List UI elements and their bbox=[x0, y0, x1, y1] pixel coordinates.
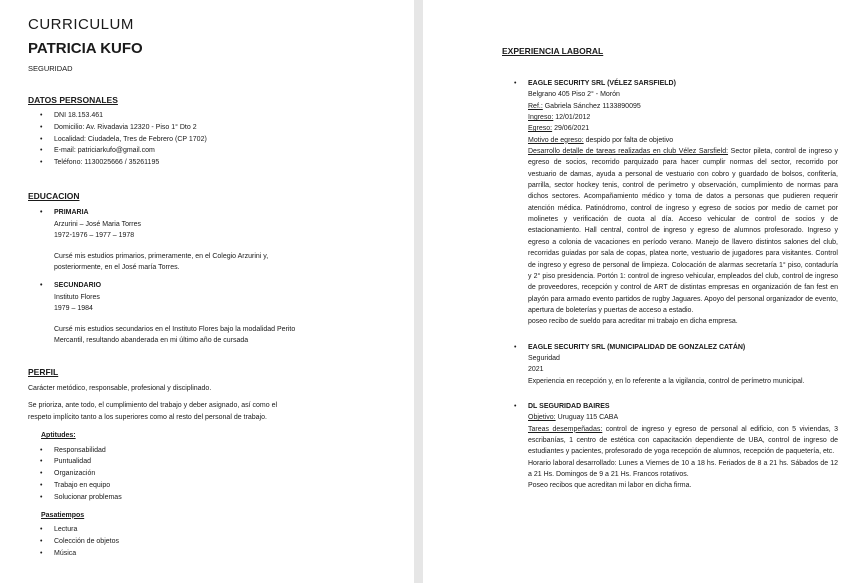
pasatiempo-item: • Música bbox=[28, 548, 394, 560]
datos-domicilio: • Domicilio: Av. Rivadavia 12320 - Piso 1° Dto 2 bbox=[28, 122, 394, 134]
job3-tareas-text: control de ingreso y egreso de personal al edificio, con 5 viviendas, 3 escribanías, 1 centro de estética con capacitación dependiente de UBA, control de ingreso de estudiantes y pacientes, profesorado de yoga recepción de alumnos, recepción de paquetería, etc. bbox=[528, 425, 838, 456]
candidate-role: SEGURIDAD bbox=[28, 64, 73, 73]
aptitud-item: • Solucionar problemas bbox=[28, 492, 394, 504]
perfil-line2 bbox=[28, 400, 394, 423]
aptitud-item: • Puntualidad bbox=[28, 456, 394, 468]
job1-desarrollo bbox=[528, 146, 838, 316]
job1-title: • EAGLE SECURITY SRL (VÉLEZ SARSFIELD) bbox=[528, 80, 676, 87]
job3-tareas bbox=[528, 424, 838, 458]
datos-email: • E-mail: patriciarkufo@gmail.com bbox=[28, 145, 394, 157]
secundario-desc bbox=[28, 324, 394, 347]
job3-tareas-label: Tareas desempeñadas: bbox=[528, 425, 603, 433]
job-eagle-velez bbox=[502, 78, 838, 328]
job3-objetivo bbox=[528, 412, 838, 423]
job1-ingreso-label: Ingreso: bbox=[528, 114, 554, 122]
job1-ref-label: Ref.: bbox=[528, 102, 543, 110]
datos-dni: • DNI 18.153.461 bbox=[28, 110, 394, 122]
primaria-desc-line2: posteriormente, en el José maría Torres. bbox=[54, 264, 180, 272]
primaria-school: Arzurini – José Maria Torres bbox=[54, 220, 142, 228]
job1-ingreso bbox=[528, 112, 838, 123]
page-left bbox=[0, 0, 414, 583]
secundario-list bbox=[28, 280, 394, 292]
document-title: CURRICULUM bbox=[28, 16, 134, 33]
section-experiencia-laboral: EXPERIENCIA LABORAL bbox=[502, 46, 604, 56]
perfil-line1: Carácter metódico, responsable, profesional y disciplinado. bbox=[28, 384, 212, 392]
job1-egreso-label: Egreso: bbox=[528, 125, 553, 133]
job3-horario: Horario laboral desarrollado: Lunes a Viernes de 10 a 18 hs. Feriados de 8 a 21 hs. Sábados de 12 a 21 Hs. Domingos de 9 a 21 Hs. Francos rotativos. bbox=[528, 459, 838, 478]
primaria-desc-line1: Cursé mis estudios primarios, primeramente, en el Colegio Arzurini y, bbox=[54, 252, 269, 260]
job1-ingreso-value: 12/01/2012 bbox=[553, 114, 591, 122]
perfil-line2a: Se prioriza, ante todo, el cumplimiento del trabajo y deber asignado, así como el bbox=[28, 402, 278, 410]
perfil-line2b: respeto implícito tanto a los superiores como al resto del personal de trabajo. bbox=[28, 413, 267, 421]
aptitudes-heading: Aptitudes: bbox=[41, 432, 76, 440]
job-dl-seguridad bbox=[502, 401, 838, 492]
aptitud-item: • Responsabilidad bbox=[28, 445, 394, 457]
job3-objetivo-value: Uruguay 115 CABA bbox=[555, 414, 619, 422]
job1-motivo-label: Motivo de egreso: bbox=[528, 136, 584, 144]
job2-area: Seguridad bbox=[528, 354, 560, 362]
pasatiempos-list bbox=[28, 524, 394, 559]
job1-desarrollo-text: Sector pileta, control de ingreso y egreso de socios, recorrido parquizado para hacer cumplir normas del sector, recorrido por vestuario de damas, ayuda a personal de vestuario con cobro y guardado de bolsos, confitería, parrilla, sector hockey tenis, control de perímetro y observación, cumplimiento de normas para dichos sectores. Acompañamiento médico y toma de datos a personas que pudieren requerir atención médica. Patinódromo, control de ingreso y egreso de socios por medio de carnet por molinetes y verificación de cuota al día. Acceso vehicular de control de socios y de estacionamiento. Hall central, control de ingreso y egreso de alumnos profesorado. Ingreso y egreso a colonia de vacaciones en período verano. Manejo de llavero distintos salones del club, recorridas guiadas por sala de copas, platea norte, vestuario de jugadores para visitantes. Control de ingreso y egreso de personal de limpieza. Colocación de alarmas secretaría 1° piso, contaduría y 2° piso presidencia. Portón 1: control de ingreso vehicular, empleados del club, control de ingreso de proveedores, recepción y control de ART de distintas empresas en organización de fan fest en playón para armado evento partidos de rugby Jaguares. Apoyo del personal organizador de evento, apertura de boleterías y puertas de acceso a estadio. bbox=[528, 148, 838, 314]
job1-egreso bbox=[528, 123, 838, 134]
aptitudes-list bbox=[28, 445, 394, 504]
job-eagle-gonzalez-catan bbox=[502, 342, 838, 387]
pasatiempo-item: • Colección de objetos bbox=[28, 536, 394, 548]
pasatiempo-item: • Lectura bbox=[28, 524, 394, 536]
pasatiempos-heading: Pasatiempos bbox=[41, 511, 85, 519]
secundario-label: • SECUNDARIO bbox=[28, 280, 394, 292]
secundario-desc-line1: Cursé mis estudios secundarios en el Instituto Flores bajo la modalidad Perito bbox=[54, 325, 296, 333]
job3-poseo: Poseo recibos que acreditan mi labor en dicha firma. bbox=[528, 482, 692, 490]
page-right bbox=[423, 0, 862, 583]
primaria-label: • PRIMARIA bbox=[28, 207, 394, 219]
job1-motivo-value: despido por falta de objetivo bbox=[583, 136, 674, 144]
educacion-list bbox=[28, 207, 394, 219]
secundario-school: Instituto Flores bbox=[54, 293, 100, 301]
job3-objetivo-label: Objetivo: bbox=[528, 414, 556, 422]
candidate-name: PATRICIA KUFO bbox=[28, 40, 143, 57]
primaria-desc bbox=[28, 251, 394, 274]
job2-title: • EAGLE SECURITY SRL (MUNICIPALIDAD DE GONZALEZ CATÁN) bbox=[528, 343, 746, 351]
section-educacion: EDUCACION bbox=[28, 190, 80, 201]
datos-list bbox=[28, 110, 394, 169]
secundario-desc-line2: Mercantil, resultando abanderada en mi último año de cursada bbox=[54, 337, 249, 345]
datos-localidad: • Localidad: Ciudadela, Tres de Febrero (CP 1702) bbox=[28, 134, 394, 146]
job3-title: • DL SEGURIDAD BAIRES bbox=[528, 402, 610, 410]
job2-year: 2021 bbox=[528, 366, 544, 374]
job1-ref bbox=[528, 101, 838, 112]
aptitud-item: • Organización bbox=[28, 468, 394, 480]
aptitud-item: • Trabajo en equipo bbox=[28, 480, 394, 492]
job1-address: Belgrano 405 Piso 2° - Morón bbox=[528, 91, 620, 99]
section-perfil: PERFIL bbox=[28, 366, 59, 377]
datos-telefono: • Teléfono: 1130025666 / 35261195 bbox=[28, 157, 394, 169]
section-datos-personales: DATOS PERSONALES bbox=[28, 95, 118, 105]
job2-desc: Experiencia en recepción y, en lo referente a la vigilancia, control de perímetro municipal. bbox=[528, 377, 805, 385]
job1-poseo: poseo recibo de sueldo para acreditar mi trabajo en dicha empresa. bbox=[528, 318, 738, 326]
job1-egreso-value: 29/06/2021 bbox=[552, 125, 590, 133]
job1-ref-value: Gabriela Sánchez 1133890095 bbox=[542, 102, 641, 110]
job1-motivo bbox=[528, 135, 838, 146]
primaria-years: 1972-1976 – 1977 – 1978 bbox=[54, 232, 135, 240]
job1-desarrollo-label: Desarrollo detalle de tareas realizadas en club Vélez Sarsfield: bbox=[528, 148, 729, 156]
secundario-years: 1979 – 1984 bbox=[54, 305, 93, 313]
